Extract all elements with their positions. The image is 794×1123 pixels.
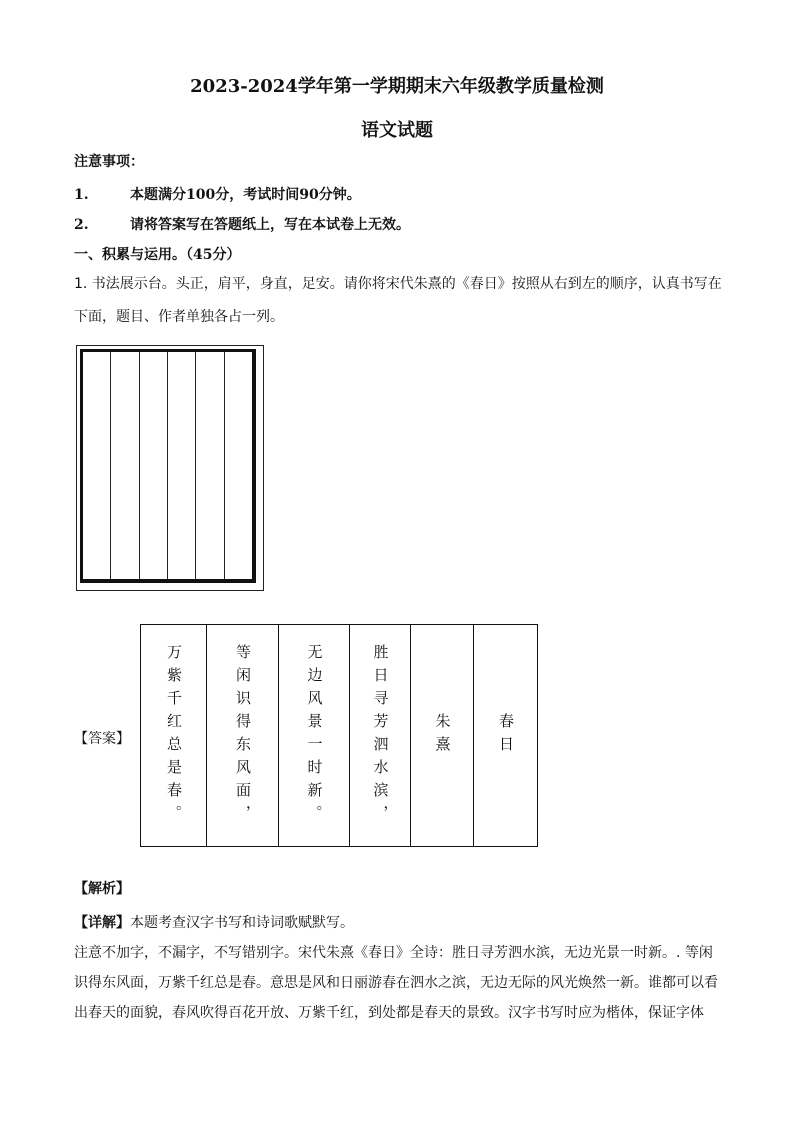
answer-column: [141, 625, 207, 847]
answer-column-text: 万紫千红总是春。: [165, 643, 183, 828]
note-number: 2.: [74, 217, 89, 233]
answer-column-text: 无边风景一时新。: [305, 643, 324, 828]
note-item-2: [74, 214, 410, 234]
detail-label: 【详解】: [74, 915, 130, 931]
answer-column: [474, 625, 538, 847]
answer-column-text: 春日: [497, 712, 515, 759]
grid-column: [140, 352, 168, 579]
detail-text: 本题考查汉字书写和诗词歌赋默写。: [130, 915, 354, 931]
notes-heading: 注意事项：: [74, 154, 144, 170]
note-item-1: [74, 184, 361, 204]
exam-title: 2023-2024学年第一学期期末六年级教学质量检测: [190, 76, 604, 97]
exam-subtitle: 语文试题: [361, 120, 433, 141]
answer-column-text: 朱熹: [433, 712, 452, 759]
answer-column: [279, 625, 350, 847]
grid-column: [225, 352, 252, 579]
writing-grid: [74, 343, 266, 593]
note-text: 本题满分100分，考试时间90分钟。: [130, 187, 361, 203]
question-1-text: 1. 书法展示台。头正，肩平，身直，足安。请你将宋代朱熹的《春日》按照从右到左的顺序，认真书写在下面，题目、作者单独各占一列。: [74, 276, 722, 325]
answer-label: 【答案】: [74, 731, 130, 747]
analysis-paragraph: 注意不加字，不漏字，不写错别字。宋代朱熹《春日》全诗：胜日寻芳泗水滨，无边光景一时新。. 等闲识得东风面，万紫千红总是春。意思是风和日丽游春在泗水之滨，无边无际的风光焕然一新。谁都可以看出春天的面貌，春风吹得百花开放、万紫千红，到处都是春天的景致。汉字书写时应为楷体，保证字体: [74, 945, 718, 1021]
grid-column: [83, 352, 111, 579]
grid-inner-frame: [80, 349, 256, 583]
analysis-label: 【解析】: [74, 881, 130, 897]
detail-line: [74, 908, 724, 938]
answer-column-text: 胜日寻芳泗水滨，: [371, 643, 390, 828]
answer-column-text: 等闲识得东风面，: [234, 643, 252, 828]
section-heading: 一、积累与运用。（45分）: [74, 247, 241, 263]
note-number: 1.: [74, 187, 89, 203]
grid-column: [196, 352, 224, 579]
analysis-body: [74, 908, 724, 1028]
answer-column: [411, 625, 474, 847]
answer-column: [207, 625, 279, 847]
answer-table: [140, 624, 538, 847]
note-text: 请将答案写在答题纸上，写在本试卷上无效。: [130, 217, 410, 233]
grid-column: [168, 352, 196, 579]
answer-column: [350, 625, 411, 847]
grid-column: [111, 352, 139, 579]
